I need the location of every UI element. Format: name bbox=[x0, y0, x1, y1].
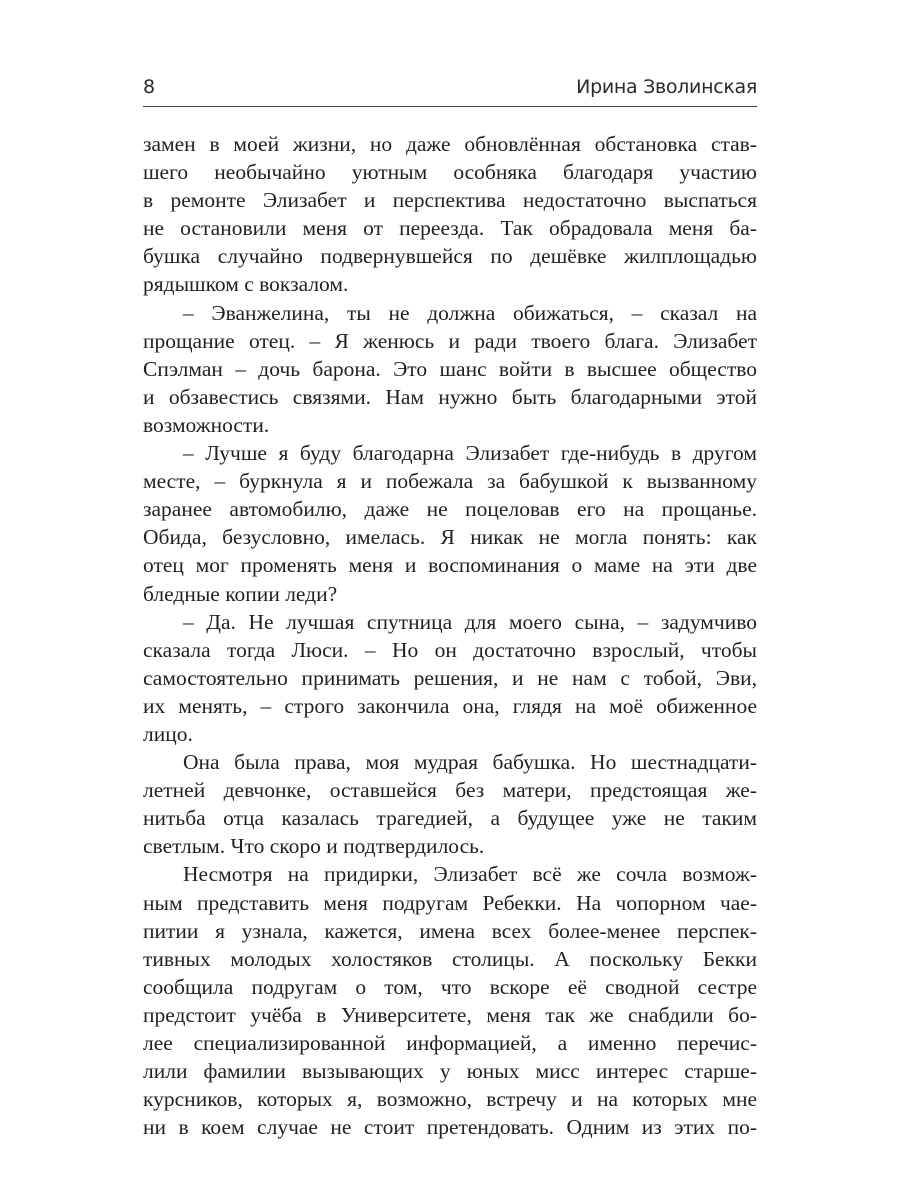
text-line: в ремонте Элизабет и перспектива недостаточно выспаться bbox=[143, 188, 757, 213]
author-name: Ирина Зволинская bbox=[576, 76, 757, 98]
text-line: бледные копии леди? bbox=[143, 581, 338, 606]
text-line: Несмотря на придирки, Элизабет всё же сочла возмож- bbox=[183, 862, 757, 887]
text-line: и обзавестись связями. Нам нужно быть благодарными этой bbox=[143, 384, 757, 409]
text-line: сообщила подругам о том, что вскоре её сводной сестре bbox=[143, 974, 757, 999]
running-header bbox=[143, 74, 757, 104]
text-line: – Лучше я буду благодарна Элизабет где-нибудь в другом bbox=[183, 441, 757, 466]
text-line: курсников, которых я, возможно, встречу и на которых мне bbox=[143, 1087, 757, 1112]
text-line: ни в коем случае не стоит претендовать. Одним из этих по- bbox=[143, 1115, 757, 1140]
text-line: летней девчонке, оставшейся без матери, предстоящая же- bbox=[143, 778, 757, 803]
text-line: самостоятельно принимать решения, и не нам с тобой, Эви, bbox=[143, 665, 757, 690]
body-text bbox=[143, 130, 757, 1141]
text-line: лили фамилии вызывающих у юных мисс интерес старше- bbox=[143, 1059, 757, 1084]
text-line: их менять, – строго закончила она, глядя на моё обиженное bbox=[143, 693, 757, 718]
page-number: 8 bbox=[143, 76, 156, 98]
text-line: рядышком с вокзалом. bbox=[143, 272, 349, 297]
text-line: заранее автомобилю, даже не поцеловав его на прощанье. bbox=[143, 497, 757, 522]
text-line: – Да. Не лучшая спутница для моего сына, – задумчиво bbox=[183, 609, 757, 634]
text-line: шего необычайно уютным особняка благодаря участию bbox=[143, 160, 757, 185]
text-line: Она была права, моя мудрая бабушка. Но шестнадцати- bbox=[183, 750, 757, 775]
text-line: не остановили меня от переезда. Так обрадовала меня ба- bbox=[143, 216, 757, 241]
text-line: лее специализированной информацией, а именно перечис- bbox=[143, 1031, 757, 1055]
text-line: питии я узнала, кажется, имена всех более-менее перспек- bbox=[143, 918, 757, 943]
text-line: ным представить меня подругам Ребекки. На чопорном чае- bbox=[143, 890, 757, 915]
text-line: светлым. Что скоро и подтвердилось. bbox=[143, 834, 485, 859]
text-line: отец мог променять меня и воспоминания о маме на эти две bbox=[143, 553, 757, 578]
text-line: Обида, безусловно, имелась. Я никак не могла понять: как bbox=[143, 525, 757, 550]
text-line: – Эванжелина, ты не должна обижаться, – сказал на bbox=[183, 300, 757, 325]
text-line: сказала тогда Люси. – Но он достаточно взрослый, чтобы bbox=[143, 637, 757, 662]
header-rule bbox=[143, 106, 757, 107]
text-line: Спэлман – дочь барона. Это шанс войти в высшее общество bbox=[143, 356, 757, 381]
text-line: бушка случайно подвернувшейся по дешёвке жилплощадью bbox=[143, 244, 757, 269]
text-line: нитьба отца казалась трагедией, а будущее уже не таким bbox=[143, 806, 757, 831]
text-line: прощание отец. – Я женюсь и ради твоего блага. Элизабет bbox=[143, 328, 757, 353]
text-line: предстоит учёба в Университете, меня так же снабдили бо- bbox=[143, 1002, 757, 1027]
text-line: возможности. bbox=[143, 412, 270, 437]
text-line: лицо. bbox=[143, 721, 193, 746]
text-line: замен в моей жизни, но даже обновлённая обстановка став- bbox=[143, 132, 757, 156]
text-line: тивных молодых холостяков столицы. А поскольку Бекки bbox=[143, 946, 757, 971]
text-line: месте, – буркнула я и побежала за бабушкой к вызванному bbox=[143, 469, 757, 494]
